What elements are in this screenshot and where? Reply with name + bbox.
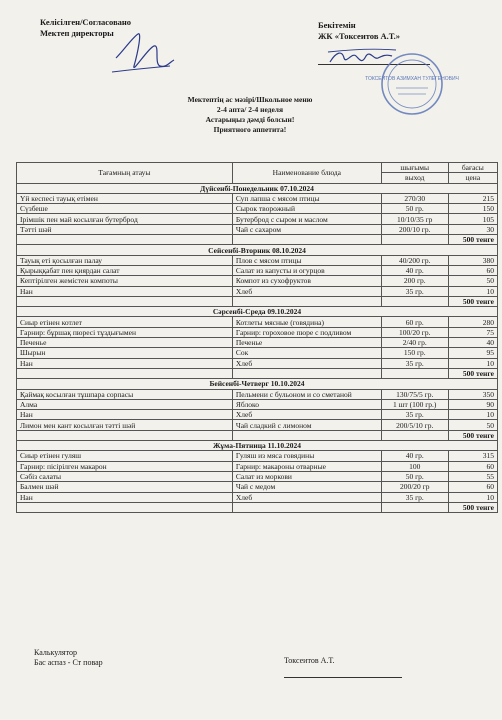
portion-output: 200/20 гр: [381, 482, 448, 492]
dish-name-kz: Сиыр етінен котлет: [17, 317, 233, 327]
portion-output: 200 гр.: [381, 276, 448, 286]
dish-name-ru: Чай с сахаром: [232, 224, 381, 234]
table-row: [17, 358, 498, 368]
table-row: [17, 492, 498, 502]
empty-cell: [232, 430, 381, 440]
col-header-output-kz: шығымы: [381, 163, 448, 173]
dish-price: 50: [448, 420, 497, 430]
empty-cell: [232, 235, 381, 245]
portion-output: 200/10 гр.: [381, 224, 448, 234]
empty-cell: [17, 296, 233, 306]
dish-name-ru: Чай сладкий с лимоном: [232, 420, 381, 430]
dish-name-kz: Печенье: [17, 338, 233, 348]
portion-output: 40 гр.: [381, 265, 448, 275]
dish-name-ru: Салат из моркови: [232, 471, 381, 481]
dish-name-ru: Сырок творожный: [232, 204, 381, 214]
table-row: [17, 420, 498, 430]
dish-name-ru: Гарнир: макароны отварные: [232, 461, 381, 471]
dish-price: 75: [448, 327, 497, 337]
dish-price: 10: [448, 410, 497, 420]
col-header-kz: Тағамның атауы: [17, 163, 233, 184]
day-total: 500 тенге: [448, 296, 497, 306]
day-total-row: [17, 430, 498, 440]
dish-name-ru: Пельмени с бульоном и со сметаной: [232, 389, 381, 399]
dish-name-ru: Сок: [232, 348, 381, 358]
stamp-seal-icon: [365, 52, 459, 116]
dish-price: 95: [448, 348, 497, 358]
empty-cell: [232, 368, 381, 378]
table-row: [17, 338, 498, 348]
dish-name-ru: Яблоко: [232, 399, 381, 409]
dish-name-ru: Компот из сухофруктов: [232, 276, 381, 286]
title-line-2: 2-4 апта/ 2-4 неделя: [216, 105, 284, 114]
dish-price: 60: [448, 265, 497, 275]
portion-output: 100/20 гр.: [381, 327, 448, 337]
stamp-text: ТОКСЕИТОВ АЗИМХАН ТУЛЕГЕНОВИЧ: [365, 76, 459, 82]
day-title: Бейсенбі-Четверг 10.10.2024: [17, 379, 498, 389]
portion-output: 10/10/35 гр: [381, 214, 448, 224]
portion-output: 35 гр.: [381, 286, 448, 296]
empty-cell: [381, 368, 448, 378]
day-title: Сәрсенбі-Среда 09.10.2024: [17, 307, 498, 317]
dish-name-kz: Ірімшік пен май косылған бутерброд: [17, 214, 233, 224]
portion-output: 100: [381, 461, 448, 471]
day-total-row: [17, 296, 498, 306]
empty-cell: [17, 502, 233, 512]
day-total-row: [17, 502, 498, 512]
dish-name-ru: Котлеты мясные (говядина): [232, 317, 381, 327]
day-total: 500 тенге: [448, 368, 497, 378]
portion-output: 200/5/10 гр.: [381, 420, 448, 430]
dish-name-ru: Гуляш из мяса говядины: [232, 451, 381, 461]
dish-name-ru: Хлеб: [232, 410, 381, 420]
day-total: 500 тенге: [448, 430, 497, 440]
menu-title: [150, 95, 350, 135]
table-row: [17, 348, 498, 358]
dish-price: 60: [448, 482, 497, 492]
col-header-output-ru: выход: [381, 173, 448, 183]
menu-table: [16, 162, 498, 513]
table-row: [17, 389, 498, 399]
dish-name-kz: Қырыққабат пен қиярдан салат: [17, 265, 233, 275]
approve-label: Бекітемін: [318, 20, 356, 30]
day-header-row: [17, 307, 498, 317]
dish-name-kz: Гарнир: пісірілген макарон: [17, 461, 233, 471]
empty-cell: [381, 430, 448, 440]
dish-name-kz: Тәтті шәй: [17, 224, 233, 234]
dish-price: 105: [448, 214, 497, 224]
portion-output: 35 гр.: [381, 410, 448, 420]
dish-name-kz: Гарнир: бұршақ пюресі тұздығымен: [17, 327, 233, 337]
dish-name-kz: Алма: [17, 399, 233, 409]
portion-output: 40/200 гр.: [381, 255, 448, 265]
dish-name-ru: Салат из капусты и огурцов: [232, 265, 381, 275]
table-row: [17, 204, 498, 214]
dish-price: 215: [448, 193, 497, 203]
portion-output: 60 гр.: [381, 317, 448, 327]
day-total: 500 тенге: [448, 502, 497, 512]
portion-output: 35 гр.: [381, 358, 448, 368]
day-title: Жұма-Пятница 11.10.2024: [17, 441, 498, 451]
dish-price: 50: [448, 276, 497, 286]
dish-name-kz: Лимон мен кант косылған тәтті шәй: [17, 420, 233, 430]
table-header-row: [17, 163, 498, 173]
table-row: [17, 461, 498, 471]
table-row: [17, 214, 498, 224]
col-header-price-ru: цена: [448, 173, 497, 183]
portion-output: 35 гр.: [381, 492, 448, 502]
table-row: [17, 224, 498, 234]
dish-name-kz: Тауық еті қосылған палау: [17, 255, 233, 265]
title-line-3: Астарыңыз дәмді болсын!: [205, 115, 295, 124]
calculator-label: Калькулятор: [34, 648, 77, 657]
dish-price: 380: [448, 255, 497, 265]
dish-name-kz: Нан: [17, 492, 233, 502]
portion-output: 270/30: [381, 193, 448, 203]
approval-block-right: [318, 20, 400, 42]
empty-cell: [17, 430, 233, 440]
table-row: [17, 451, 498, 461]
table-row: [17, 265, 498, 275]
dish-name-kz: Кептірілген жемістен компоты: [17, 276, 233, 286]
dish-name-ru: Суп лапша с мясом птицы: [232, 193, 381, 203]
portion-output: 50 гр.: [381, 471, 448, 481]
entrepreneur-label: ЖК «Токсеитов А.Т.»: [318, 31, 400, 41]
dish-price: 40: [448, 338, 497, 348]
dish-price: 55: [448, 471, 497, 481]
day-total-row: [17, 235, 498, 245]
dish-name-ru: Печенье: [232, 338, 381, 348]
footer-signer-name: Токсеитов А.Т.: [284, 656, 335, 665]
empty-cell: [232, 502, 381, 512]
dish-price: 350: [448, 389, 497, 399]
dish-price: 10: [448, 492, 497, 502]
dish-name-kz: Балмен шәй: [17, 482, 233, 492]
empty-cell: [381, 502, 448, 512]
dish-name-kz: Нан: [17, 286, 233, 296]
dish-price: 90: [448, 399, 497, 409]
dish-name-kz: Сиыр етінен гуляш: [17, 451, 233, 461]
empty-cell: [17, 368, 233, 378]
footer-signature-line: [284, 677, 402, 678]
dish-price: 10: [448, 358, 497, 368]
dish-price: 30: [448, 224, 497, 234]
dish-name-ru: Хлеб: [232, 358, 381, 368]
dish-name-kz: Нан: [17, 358, 233, 368]
dish-price: 280: [448, 317, 497, 327]
dish-name-ru: Хлеб: [232, 286, 381, 296]
table-row: [17, 286, 498, 296]
portion-output: 50 гр.: [381, 204, 448, 214]
col-header-ru: Наименование блюда: [232, 163, 381, 184]
empty-cell: [381, 296, 448, 306]
empty-cell: [232, 296, 381, 306]
dish-name-kz: Нан: [17, 410, 233, 420]
head-cook-label: Бас аспаз - Ст повар: [34, 658, 103, 667]
table-row: [17, 327, 498, 337]
dish-name-ru: Чай с медом: [232, 482, 381, 492]
day-title: Сейсенбі-Вторник 08.10.2024: [17, 245, 498, 255]
agreed-label: Келісілген/Согласовано: [40, 17, 132, 27]
day-total-row: [17, 368, 498, 378]
table-row: [17, 193, 498, 203]
title-line-4: Приятного аппетита!: [213, 125, 287, 134]
portion-output: 130/75/5 гр.: [381, 389, 448, 399]
dish-name-ru: Гарнир: гороховое пюре с подливом: [232, 327, 381, 337]
portion-output: 40 гр.: [381, 451, 448, 461]
dish-name-kz: Қаймақ косылған тұшпара сорпасы: [17, 389, 233, 399]
day-header-row: [17, 245, 498, 255]
dish-name-kz: Үй кеспесі тауық етімен: [17, 193, 233, 203]
dish-price: 10: [448, 286, 497, 296]
day-total: 500 тенге: [448, 235, 497, 245]
title-line-1: Мектептің ас мәзірі/Школьное меню: [187, 95, 313, 104]
portion-output: 2/40 гр.: [381, 338, 448, 348]
dish-name-ru: Хлеб: [232, 492, 381, 502]
dish-name-kz: Сәбіз салаты: [17, 471, 233, 481]
empty-cell: [381, 235, 448, 245]
empty-cell: [17, 235, 233, 245]
dish-price: 150: [448, 204, 497, 214]
dish-name-kz: Шырын: [17, 348, 233, 358]
footer-left: [34, 648, 103, 668]
day-title: Дүйсенбі-Понедельник 07.10.2024: [17, 183, 498, 193]
table-row: [17, 317, 498, 327]
day-header-row: [17, 441, 498, 451]
table-row: [17, 399, 498, 409]
dish-price: 60: [448, 461, 497, 471]
day-header-row: [17, 183, 498, 193]
table-row: [17, 471, 498, 481]
dish-price: 315: [448, 451, 497, 461]
school-director-label: Мектеп директоры: [40, 28, 114, 38]
table-row: [17, 410, 498, 420]
table-row: [17, 276, 498, 286]
table-row: [17, 482, 498, 492]
director-signature-icon: [108, 28, 178, 80]
dish-name-kz: Сүзбеше: [17, 204, 233, 214]
portion-output: 1 шт (100 гр.): [381, 399, 448, 409]
dish-name-ru: Бутерброд с сыром и маслом: [232, 214, 381, 224]
portion-output: 150 гр.: [381, 348, 448, 358]
col-header-price-kz: бағасы: [448, 163, 497, 173]
dish-name-ru: Плов с мясом птицы: [232, 255, 381, 265]
day-header-row: [17, 379, 498, 389]
table-row: [17, 255, 498, 265]
